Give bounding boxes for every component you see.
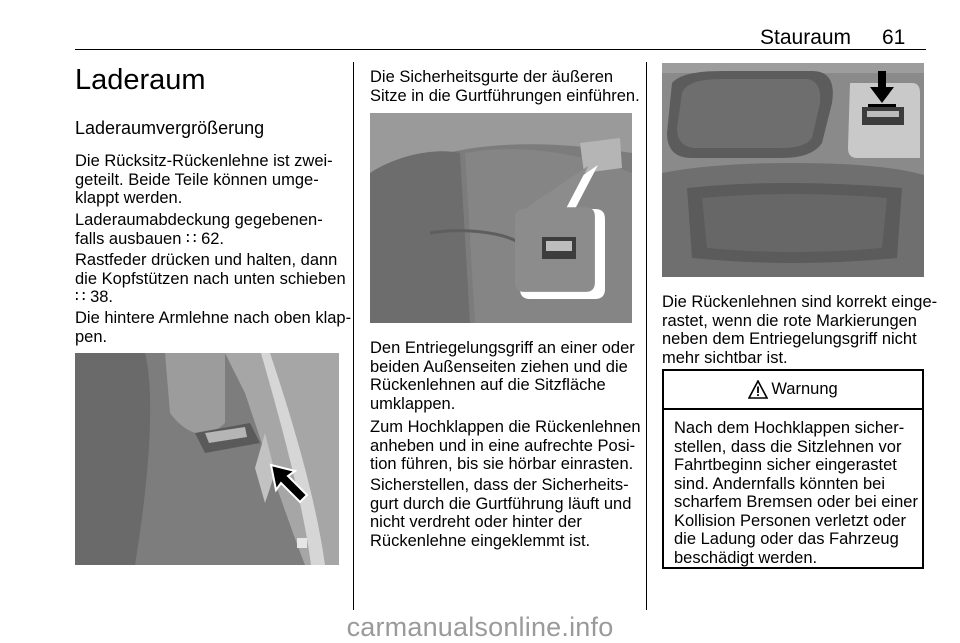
paragraph-cover-removal: Laderaumabdeckung gegebenen- falls ausbauen ∷ 62. [75, 211, 323, 248]
warning-text: Nach dem Hochklappen sicher- stellen, dass die Sitzlehnen vor Fahrtbeginn sicher eingerastet sind. Andernfalls könnten bei scharfem Bremsen oder bei einer Kollision Personen verletzt oder die Ladung oder das Fahrzeug beschädigt werden. [674, 419, 918, 567]
paragraph-seat-split: Die Rücksitz-Rückenlehne ist zwei- geteilt. Beide Teile können umge- klappt werden. [75, 152, 333, 207]
seatback-latch-illustration [662, 63, 924, 277]
section-title: Stauraum [760, 26, 852, 49]
column-divider-2 [646, 62, 647, 610]
watermark: carmanualsonline.info [346, 612, 614, 642]
paragraph-belts: Die Sicherheitsgurte der äußeren Sitze in die Gurtführungen einführen. [370, 68, 640, 105]
paragraph-headrest: Rastfeder drücken und halten, dann die Kopfstützen nach unten schieben ∷ 38. [75, 251, 346, 306]
column-divider-1 [353, 62, 354, 610]
warning-triangle-icon [748, 380, 768, 400]
warning-box [662, 369, 924, 569]
section-heading: Laderaumvergrößerung [75, 118, 265, 138]
page-number: 61 [882, 26, 906, 49]
warning-title: Warnung [771, 380, 838, 398]
paragraph-belt-check: Sicherstellen, dass der Sicherheits- gurt durch die Gurtführung läuft und nicht verdreht oder hinter der Rückenlehne eingeklemmt ist. [370, 476, 632, 550]
paragraph-raise: Zum Hochklappen die Rückenlehnen anheben und in eine aufrechte Posi- tion führen, bis sie hörbar einrasten. [370, 418, 641, 473]
warning-header [664, 371, 922, 410]
belt-guide-photo [370, 113, 632, 323]
belt-guide-illustration [370, 113, 632, 323]
seatback-latch-photo [662, 63, 924, 277]
paragraph-armrest: Die hintere Armlehne nach oben klap- pen. [75, 309, 352, 346]
header-rule [75, 49, 926, 50]
armrest-illustration [75, 353, 339, 565]
paragraph-latched: Die Rückenlehnen sind korrekt einge- rastet, wenn die rote Markierungen neben dem Entriegelungsgriff nicht mehr sichtbar ist. [662, 293, 938, 367]
armrest-photo [75, 353, 339, 565]
paragraph-unlock: Den Entriegelungsgriff an einer oder beiden Außenseiten ziehen und die Rückenlehnen auf die Sitzfläche umklappen. [370, 339, 635, 413]
chapter-heading: Laderaum [75, 64, 206, 96]
